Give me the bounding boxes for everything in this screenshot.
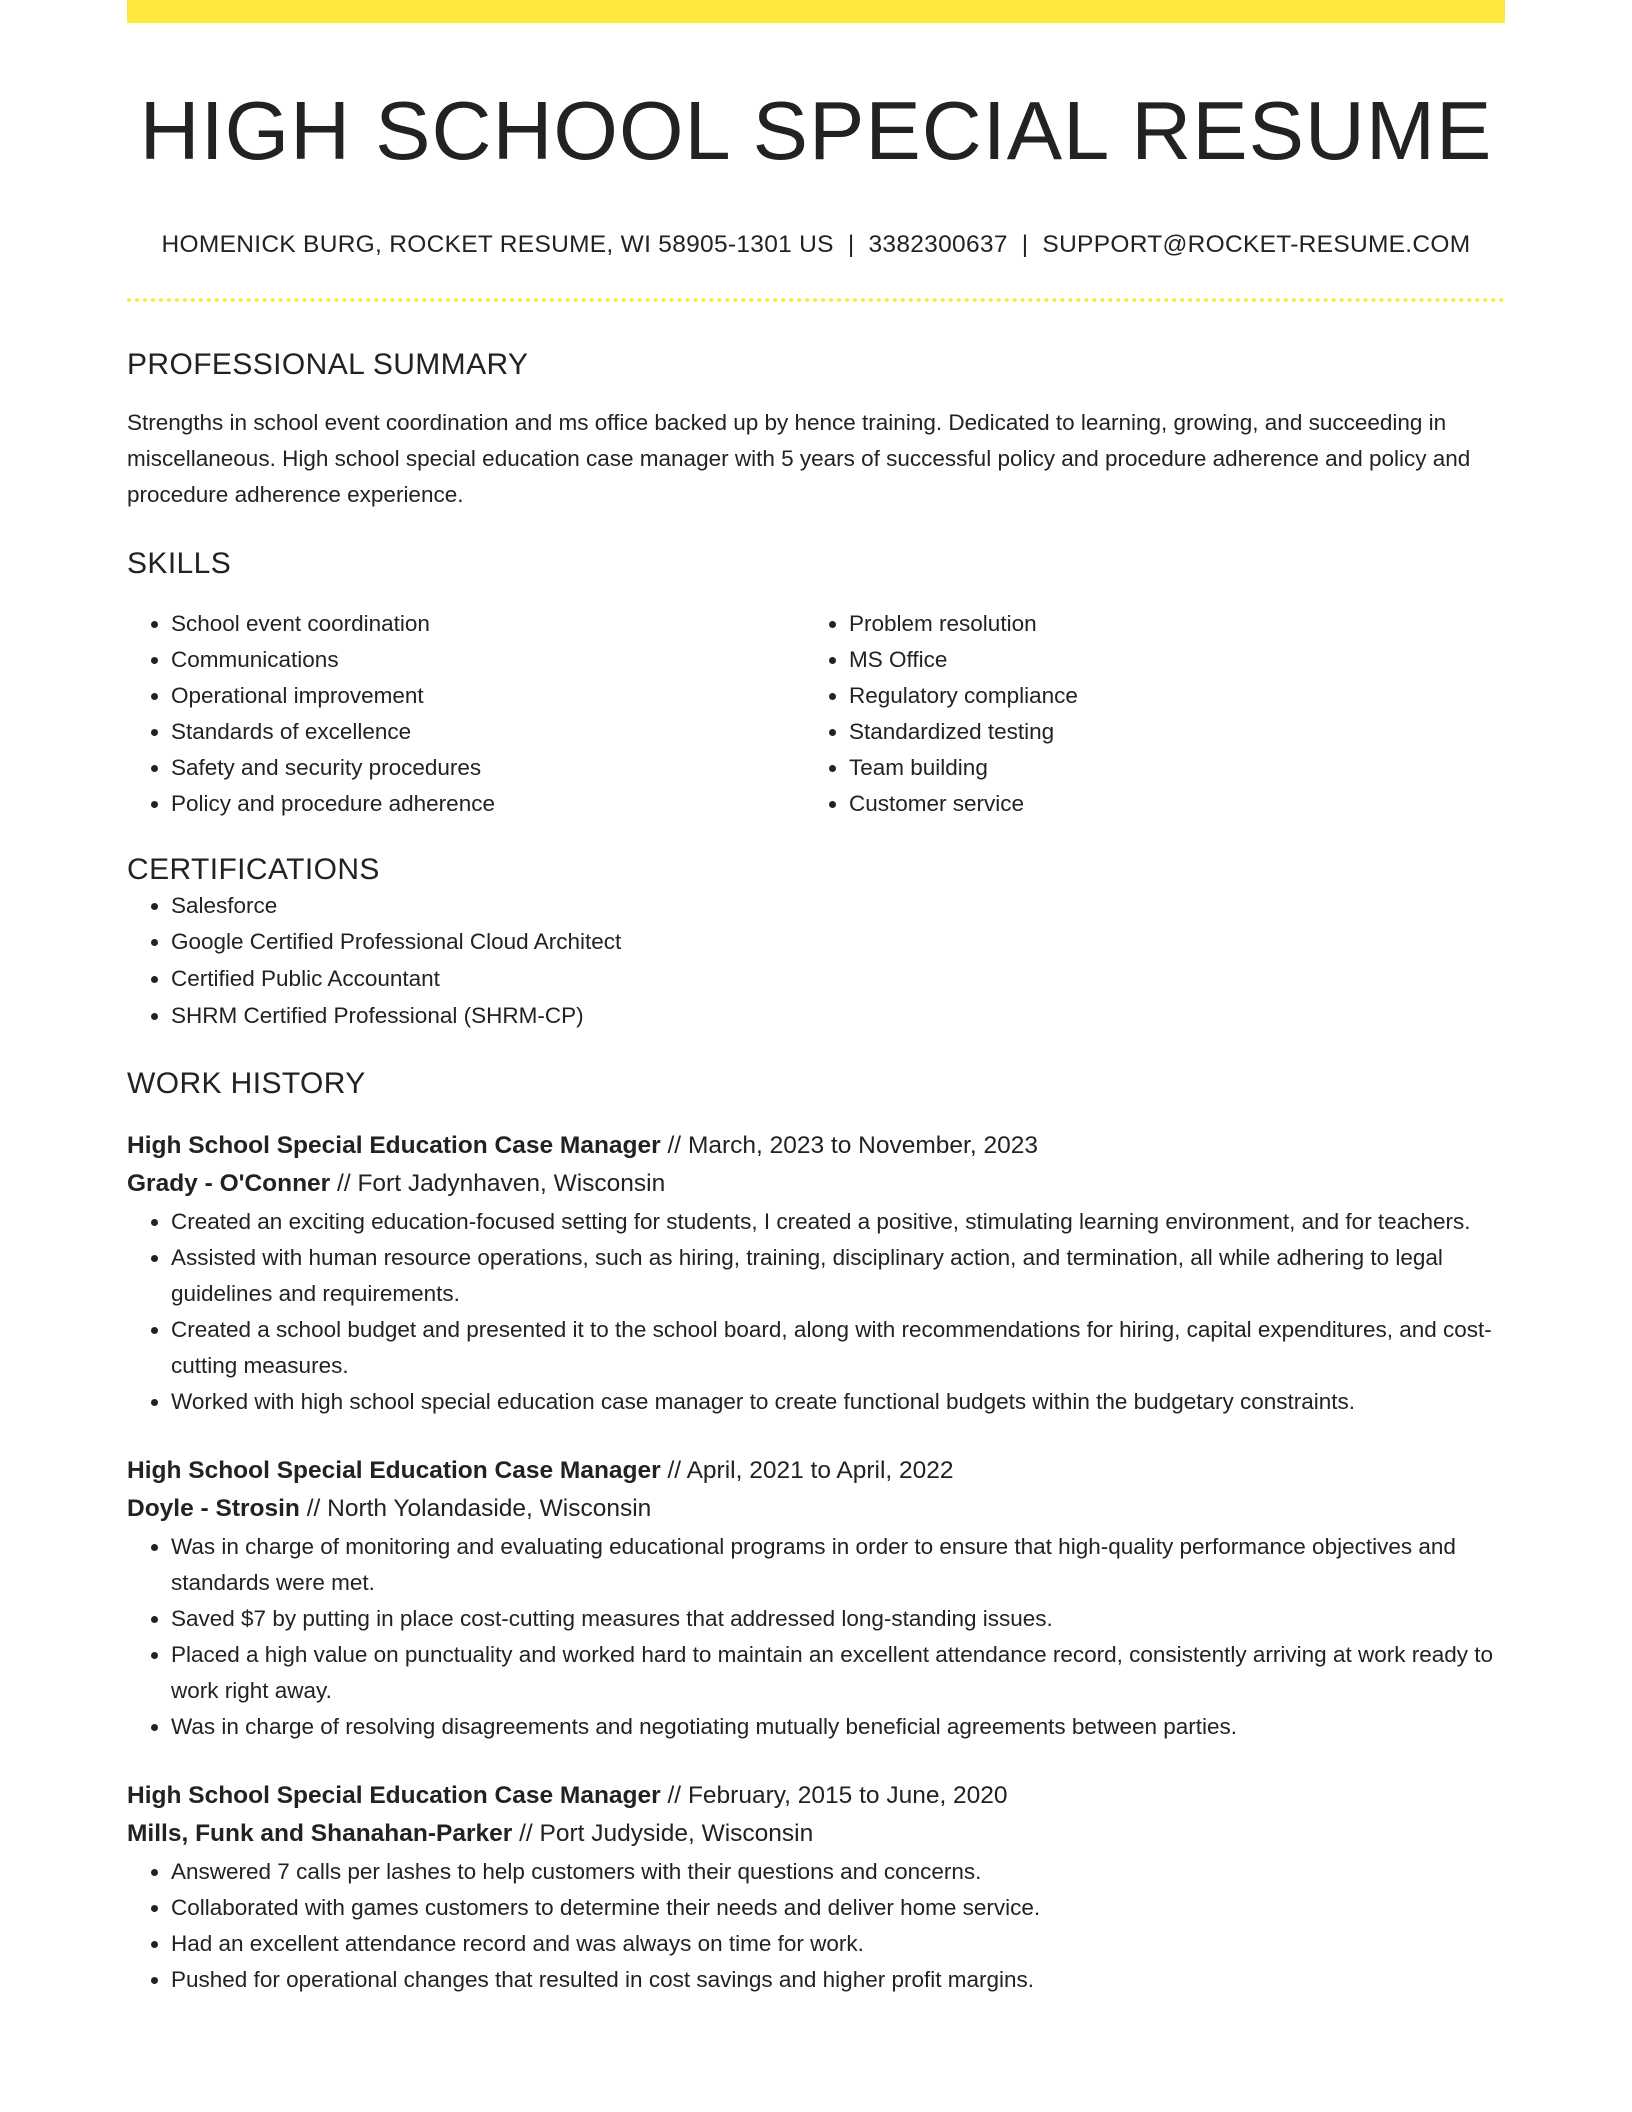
- certification-item: • Certified Public Accountant: [171, 961, 1505, 998]
- skill-item: • Customer service: [849, 786, 1505, 822]
- job-location: Port Judyside, Wisconsin: [539, 1820, 814, 1847]
- summary-heading: PROFESSIONAL SUMMARY: [127, 347, 529, 381]
- certification-item: • SHRM Certified Professional (SHRM-CP): [171, 998, 1505, 1035]
- job-entry: [127, 1452, 1505, 1745]
- job-separator: //: [667, 1131, 682, 1159]
- resume-title: HIGH SCHOOL SPECIAL RESUME: [139, 84, 1493, 177]
- skills-column-right: [805, 606, 1505, 822]
- skill-item: • School event coordination: [171, 606, 805, 642]
- job-bullet: • Created a school budget and presented it to the school board, along with recommendations for hiring, capital expenditures, and cost-cutting measures.: [171, 1312, 1505, 1384]
- contact-phone: 3382300637: [868, 231, 1008, 259]
- job-separator: //: [519, 1820, 533, 1847]
- job-company: Grady - O'Conner: [127, 1170, 331, 1197]
- skill-item: • Problem resolution: [849, 606, 1505, 642]
- job-bullet: • Assisted with human resource operations, such as hiring, training, disciplinary action, and termination, all while adhering to legal guidelines and requirements.: [171, 1240, 1505, 1312]
- contact-line: [127, 230, 1505, 259]
- skill-item: • Regulatory compliance: [849, 678, 1505, 714]
- contact-email: SUPPORT@ROCKET-RESUME.COM: [1042, 231, 1471, 259]
- top-accent-bar: [127, 0, 1505, 23]
- job-title: High School Special Education Case Manager: [127, 1131, 661, 1159]
- skill-item: • Communications: [171, 642, 805, 678]
- job-bullet: • Collaborated with games customers to determine their needs and deliver home service.: [171, 1890, 1505, 1926]
- job-bullet: • Saved $7 by putting in place cost-cutting measures that addressed long-standing issues.: [171, 1601, 1505, 1637]
- dotted-divider: [127, 298, 1505, 302]
- skill-item: • Safety and security procedures: [171, 750, 805, 786]
- job-company-line: [127, 1165, 1505, 1204]
- certification-item: • Google Certified Professional Cloud Architect: [171, 924, 1505, 961]
- job-bullet: • Was in charge of monitoring and evaluating educational programs in order to ensure that high-quality performance objectives and standards were met.: [171, 1529, 1505, 1601]
- contact-address: HOMENICK BURG, ROCKET RESUME, WI 58905-1301 US: [161, 231, 834, 259]
- job-bullet: • Created an exciting education-focused setting for students, I created a positive, stimulating learning environment, and for teachers.: [171, 1204, 1505, 1240]
- job-separator: //: [667, 1456, 682, 1484]
- certification-item: • Salesforce: [171, 888, 1505, 925]
- work-history-heading: WORK HISTORY: [127, 1066, 366, 1100]
- certifications-list: [127, 888, 1505, 1035]
- job-location: North Yolandaside, Wisconsin: [327, 1495, 652, 1522]
- job-bullets: [127, 1854, 1505, 1998]
- job-bullet: • Placed a high value on punctuality and worked hard to maintain an excellent attendance record, consistently arriving at work ready to work right away.: [171, 1637, 1505, 1709]
- skill-item: • Standards of excellence: [171, 714, 805, 750]
- skill-item: • Operational improvement: [171, 678, 805, 714]
- skills-heading: SKILLS: [127, 546, 232, 580]
- job-bullet: • Answered 7 calls per lashes to help customers with their questions and concerns.: [171, 1854, 1505, 1890]
- job-company-line: [127, 1490, 1505, 1529]
- certifications-heading: CERTIFICATIONS: [127, 852, 380, 886]
- job-dates: April, 2021 to April, 2022: [686, 1456, 954, 1484]
- job-dates: February, 2015 to June, 2020: [687, 1781, 1008, 1809]
- job-bullets: [127, 1529, 1505, 1745]
- skill-item: • Policy and procedure adherence: [171, 786, 805, 822]
- job-entry: [127, 1127, 1505, 1420]
- job-title: High School Special Education Case Manager: [127, 1456, 661, 1484]
- contact-separator: |: [1021, 231, 1029, 259]
- summary-text: Strengths in school event coordination and ms office backed up by hence training. Dedicated to learning, growing, and succeeding in miscellaneous. High school special education case manager with 5 years of successful policy and procedure adherence and policy and procedure adherence experience.: [127, 409, 1471, 507]
- contact-separator: |: [847, 231, 855, 259]
- job-bullet: • Had an excellent attendance record and was always on time for work.: [171, 1926, 1505, 1962]
- job-entry: [127, 1777, 1505, 1998]
- job-title-line: [127, 1777, 1505, 1816]
- skills-list: [127, 606, 1505, 822]
- skill-item: • MS Office: [849, 642, 1505, 678]
- job-title-line: [127, 1127, 1505, 1166]
- job-bullet: • Was in charge of resolving disagreements and negotiating mutually beneficial agreements between parties.: [171, 1709, 1505, 1745]
- job-company-line: [127, 1815, 1505, 1854]
- job-title: High School Special Education Case Manager: [127, 1781, 661, 1809]
- job-company: Mills, Funk and Shanahan-Parker: [127, 1820, 513, 1847]
- job-company: Doyle - Strosin: [127, 1495, 300, 1522]
- job-dates: March, 2023 to November, 2023: [687, 1131, 1038, 1159]
- skill-item: • Team building: [849, 750, 1505, 786]
- job-title-line: [127, 1452, 1505, 1491]
- job-location: Fort Jadynhaven, Wisconsin: [357, 1170, 666, 1197]
- job-separator: //: [306, 1495, 321, 1522]
- job-separator: //: [337, 1170, 351, 1197]
- skills-column-left: [127, 606, 805, 822]
- job-bullet: • Worked with high school special education case manager to create functional budgets within the budgetary constraints.: [171, 1384, 1505, 1420]
- job-bullet: • Pushed for operational changes that resulted in cost savings and higher profit margins.: [171, 1962, 1505, 1998]
- job-separator: //: [667, 1781, 682, 1809]
- skill-item: • Standardized testing: [849, 714, 1505, 750]
- resume-page: [127, 0, 1505, 1998]
- job-bullets: [127, 1204, 1505, 1420]
